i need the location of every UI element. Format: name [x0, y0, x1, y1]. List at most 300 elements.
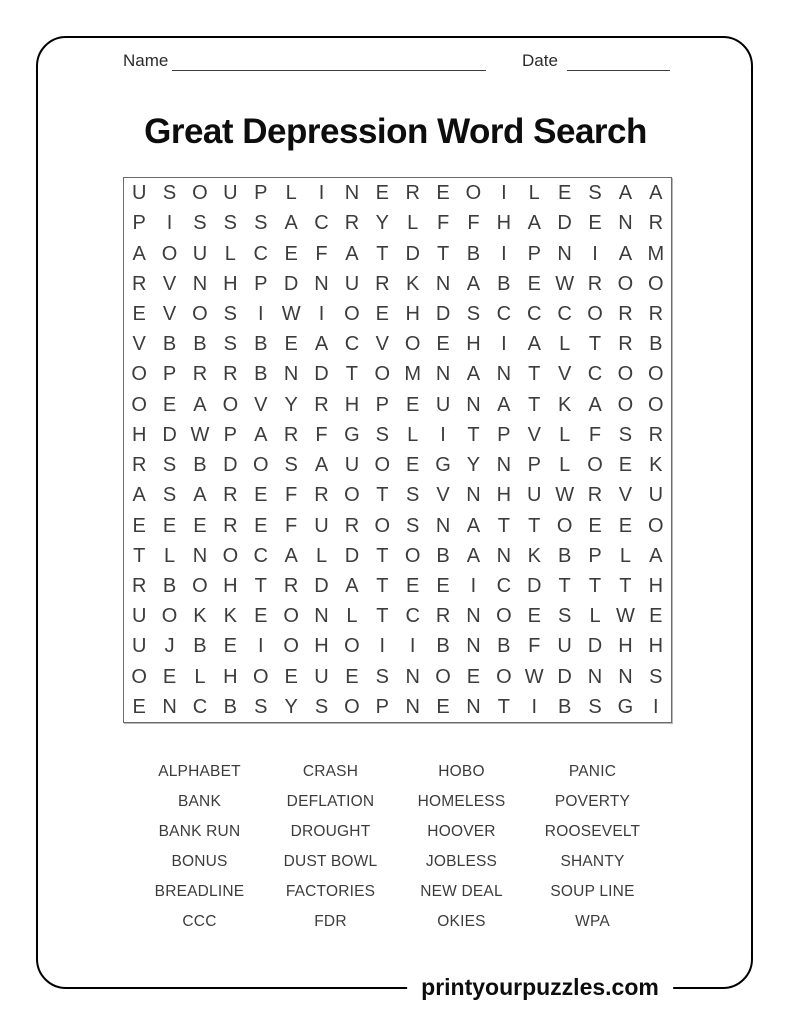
word-item: HOMELESS	[417, 793, 506, 810]
grid-letter: U	[344, 272, 360, 295]
grid-letter: I	[318, 302, 325, 325]
grid-letter: O	[131, 665, 147, 688]
grid-letter: R	[375, 272, 390, 295]
grid-letter: U	[435, 393, 451, 416]
grid-letter: S	[618, 423, 633, 446]
grid-letter: U	[557, 635, 572, 658]
grid-letter: U	[131, 635, 147, 658]
grid-letter: D	[162, 423, 177, 446]
grid-letter: V	[162, 272, 177, 295]
grid-letter: H	[314, 635, 329, 658]
grid-letter: L	[559, 454, 571, 477]
grid-letter: O	[374, 454, 391, 477]
word-item: FACTORIES	[285, 883, 376, 900]
grid-letter: P	[497, 423, 511, 446]
grid-letter: V	[436, 484, 450, 507]
grid-letter: P	[254, 272, 268, 295]
grid-letter: B	[193, 333, 207, 356]
grid-letter: S	[254, 212, 268, 235]
grid-letter: C	[527, 302, 542, 325]
grid-letter: N	[587, 665, 603, 688]
grid-letter: O	[344, 302, 360, 325]
grid-letter: H	[223, 665, 238, 688]
grid-letter: A	[466, 272, 481, 295]
grid-letter: I	[501, 242, 507, 265]
grid-letter: O	[617, 272, 634, 295]
grid-letter: E	[649, 605, 663, 628]
grid-letter: T	[558, 574, 571, 597]
grid-letter: R	[283, 574, 299, 597]
grid-letter: L	[528, 182, 540, 205]
grid-letter: S	[193, 212, 207, 235]
grid-letter: R	[314, 393, 329, 416]
grid-letter: E	[132, 302, 146, 325]
grid-letter: A	[497, 393, 511, 416]
grid-letter: E	[375, 302, 389, 325]
grid-letter: B	[436, 544, 450, 567]
grid-letter: N	[405, 695, 420, 718]
grid-letter: O	[648, 363, 664, 386]
grid-letter: K	[649, 454, 663, 477]
grid-letter: I	[501, 182, 507, 205]
grid-letter: R	[131, 272, 147, 295]
grid-letter: L	[315, 544, 328, 567]
word-item: DEFLATION	[286, 793, 375, 810]
word-item: CCC	[182, 913, 217, 930]
grid-letter: T	[376, 605, 389, 628]
grid-letter: V	[254, 393, 268, 416]
footer-site-text: printyourpuzzles.com	[407, 974, 673, 1001]
grid-letter: A	[466, 363, 481, 386]
grid-letter: O	[131, 393, 147, 416]
grid-letter: W	[615, 605, 635, 628]
grid-letter: I	[318, 182, 325, 205]
grid-letter: I	[166, 212, 173, 235]
grid-letter: P	[375, 695, 389, 718]
grid-letter: M	[647, 242, 665, 265]
word-item: BANK	[177, 793, 221, 810]
word-item: HOOVER	[427, 823, 496, 840]
grid-letter: B	[649, 333, 663, 356]
grid-letter: E	[527, 605, 541, 628]
grid-letter: S	[284, 454, 298, 477]
grid-letter: R	[223, 363, 238, 386]
grid-letter: D	[314, 363, 329, 386]
grid-letter: K	[193, 605, 207, 628]
grid-letter: R	[131, 454, 147, 477]
grid-letter: G	[617, 695, 634, 718]
grid-letter: H	[618, 635, 633, 658]
grid-letter: R	[344, 514, 360, 537]
grid-letter: S	[375, 423, 389, 446]
grid-letter: S	[223, 333, 238, 356]
grid-letter: T	[619, 574, 632, 597]
grid-letter: T	[467, 423, 480, 446]
grid-letter: C	[314, 212, 329, 235]
grid-letter: N	[496, 544, 512, 567]
grid-letter: L	[407, 212, 419, 235]
grid-letter: O	[161, 605, 178, 628]
grid-letter: R	[283, 423, 299, 446]
grid-letter: A	[527, 333, 541, 356]
grid-letter: T	[497, 514, 510, 537]
grid-letter: L	[224, 242, 236, 265]
grid-letter: U	[192, 242, 208, 265]
grid-letter: A	[618, 182, 633, 205]
grid-letter: L	[619, 544, 631, 567]
grid-letter: I	[592, 242, 598, 265]
grid-letter: F	[467, 212, 480, 235]
grid-letter: R	[648, 212, 664, 235]
grid-letter: S	[375, 665, 389, 688]
grid-letter: A	[466, 544, 481, 567]
grid-letter: R	[223, 514, 238, 537]
grid-letter: O	[496, 605, 512, 628]
grid-letter: D	[587, 635, 603, 658]
word-item: PANIC	[568, 763, 617, 780]
grid-letter: T	[497, 695, 510, 718]
grid-letter: B	[223, 695, 238, 718]
word-item: ROOSEVELT	[544, 823, 641, 840]
grid-letter: O	[344, 635, 360, 658]
grid-letter: D	[283, 272, 299, 295]
grid-letter: F	[436, 212, 450, 235]
grid-letter: E	[588, 514, 602, 537]
grid-letter: B	[557, 695, 572, 718]
grid-letter: Y	[284, 695, 298, 718]
grid-letter: E	[436, 574, 450, 597]
grid-letter: S	[162, 484, 177, 507]
grid-letter: F	[528, 635, 541, 658]
grid-letter: O	[404, 544, 421, 567]
grid-letter: O	[131, 363, 147, 386]
word-item: SHANTY	[560, 853, 625, 870]
grid-letter: U	[344, 454, 360, 477]
grid-letter: B	[193, 635, 207, 658]
grid-letter: T	[254, 574, 267, 597]
grid-letter: K	[406, 272, 420, 295]
grid-letter: V	[527, 423, 541, 446]
grid-letter: H	[466, 333, 481, 356]
grid-letter: T	[376, 484, 389, 507]
grid-letter: F	[285, 514, 298, 537]
grid-letter: U	[314, 514, 329, 537]
grid-letter: U	[131, 182, 147, 205]
grid-letter: J	[164, 635, 175, 658]
grid-letter: A	[345, 242, 359, 265]
grid-letter: L	[589, 605, 601, 628]
grid-letter: G	[435, 454, 451, 477]
grid-letter: O	[283, 635, 299, 658]
grid-letter: A	[284, 544, 298, 567]
grid-letter: N	[466, 605, 481, 628]
grid-letter: I	[653, 695, 659, 718]
grid-letter: N	[405, 665, 420, 688]
grid-letter: C	[192, 695, 208, 718]
grid-letter: Y	[375, 212, 389, 235]
grid-letter: E	[436, 333, 450, 356]
grid-letter: W	[281, 302, 301, 325]
grid-letter: F	[285, 484, 298, 507]
grid-letter: E	[406, 454, 420, 477]
grid-letter: S	[223, 302, 238, 325]
grid-letter: B	[193, 454, 207, 477]
grid-letter: B	[466, 242, 481, 265]
word-item: ALPHABET	[158, 763, 241, 780]
grid-letter: R	[648, 302, 664, 325]
grid-letter: C	[253, 242, 268, 265]
grid-letter: D	[557, 212, 572, 235]
grid-letter: D	[435, 302, 451, 325]
grid-letter: O	[587, 454, 603, 477]
grid-letter: D	[314, 574, 329, 597]
word-item: FDR	[314, 913, 347, 930]
grid-letter: L	[164, 544, 176, 567]
grid-letter: L	[346, 605, 358, 628]
grid-letter: H	[131, 423, 147, 446]
grid-letter: O	[404, 333, 421, 356]
grid-letter: O	[192, 302, 208, 325]
grid-letter: O	[283, 605, 299, 628]
word-item: BANK RUN	[158, 823, 241, 840]
grid-letter: E	[436, 182, 450, 205]
grid-letter: H	[223, 272, 238, 295]
grid-letter: L	[407, 423, 419, 446]
grid-letter: O	[556, 514, 573, 537]
grid-letter: N	[466, 635, 481, 658]
grid-letter: E	[162, 665, 177, 688]
grid-letter: O	[222, 544, 239, 567]
grid-letter: L	[194, 665, 206, 688]
grid-letter: Y	[284, 393, 298, 416]
grid-letter: E	[466, 665, 481, 688]
grid-letter: E	[193, 514, 207, 537]
grid-letter: R	[405, 182, 420, 205]
grid-letter: N	[314, 605, 329, 628]
grid-letter: T	[133, 544, 146, 567]
word-item: DROUGHT	[290, 823, 371, 840]
grid-letter: O	[192, 574, 208, 597]
grid-letter: B	[557, 544, 572, 567]
word-list	[134, 757, 658, 937]
grid-letter: N	[557, 242, 572, 265]
grid-letter: O	[374, 363, 391, 386]
word-item: POVERTY	[554, 793, 631, 810]
grid-letter: U	[223, 182, 238, 205]
grid-letter: H	[405, 302, 420, 325]
grid-letter: E	[284, 665, 298, 688]
grid-letter: S	[466, 302, 481, 325]
grid-letter: D	[527, 574, 542, 597]
grid-letter: I	[409, 635, 416, 658]
grid-letter: V	[162, 302, 177, 325]
grid-letter: N	[435, 272, 451, 295]
grid-letter: S	[649, 665, 663, 688]
grid-letter: H	[496, 484, 512, 507]
grid-letter: D	[344, 544, 360, 567]
name-fill-line	[172, 70, 486, 71]
grid-letter: E	[284, 333, 298, 356]
grid-letter: E	[375, 182, 389, 205]
grid-letter: N	[466, 695, 481, 718]
grid-letter: B	[162, 574, 177, 597]
grid-letter: S	[162, 454, 177, 477]
grid-letter: W	[555, 484, 575, 507]
grid-letter: A	[254, 423, 268, 446]
grid-letter: V	[618, 484, 633, 507]
grid-letter: O	[252, 665, 269, 688]
grid-letter: H	[344, 393, 360, 416]
grid-letter: N	[192, 272, 208, 295]
grid-letter: H	[223, 574, 238, 597]
word-item: CRASH	[302, 763, 359, 780]
grid-letter: O	[465, 182, 482, 205]
grid-letter: E	[557, 182, 572, 205]
grid-letter: C	[557, 302, 572, 325]
grid-letter: Y	[466, 454, 481, 477]
grid-letter: E	[436, 695, 450, 718]
grid-letter: A	[284, 212, 298, 235]
grid-letter: E	[345, 665, 359, 688]
grid-letter: N	[466, 484, 481, 507]
name-label: Name	[123, 51, 169, 70]
grid-letter: N	[162, 695, 177, 718]
grid-letter: E	[162, 514, 177, 537]
grid-letter: S	[254, 695, 268, 718]
grid-letter: R	[192, 363, 208, 386]
grid-letter: O	[344, 484, 360, 507]
grid-letter: G	[344, 423, 360, 446]
grid-letter: F	[315, 242, 328, 265]
grid-letter: C	[496, 574, 512, 597]
grid-letter: O	[496, 665, 512, 688]
grid-letter: T	[588, 574, 602, 597]
grid-letter: P	[527, 242, 541, 265]
grid-letter: A	[649, 182, 663, 205]
grid-letter: T	[376, 574, 389, 597]
grid-letter: A	[314, 333, 329, 356]
grid-letter: T	[376, 242, 389, 265]
grid-letter: N	[435, 514, 451, 537]
grid-letter: F	[588, 423, 602, 446]
grid-letter: A	[132, 242, 146, 265]
grid-letter: O	[648, 393, 664, 416]
grid-letter: N	[314, 272, 329, 295]
grid-letter: N	[344, 182, 360, 205]
grid-letter: R	[435, 605, 451, 628]
grid-letter: I	[257, 302, 264, 325]
grid-letter: A	[527, 212, 541, 235]
grid-letter: T	[345, 363, 359, 386]
grid-letter: N	[435, 363, 451, 386]
grid-letter: V	[132, 333, 146, 356]
grid-letter: U	[648, 484, 664, 507]
grid-letter: I	[440, 423, 446, 446]
grid-letter: I	[501, 333, 507, 356]
grid-letter: R	[223, 484, 238, 507]
grid-letter: R	[314, 484, 329, 507]
grid-letter: B	[254, 363, 268, 386]
grid-letter: I	[531, 695, 538, 718]
grid-letter: E	[618, 514, 633, 537]
grid-letter: D	[557, 665, 572, 688]
grid-letter: S	[162, 182, 177, 205]
date-label: Date	[522, 51, 558, 70]
grid-letter: W	[190, 423, 210, 446]
grid-letter: U	[314, 665, 329, 688]
grid-letter: L	[285, 182, 297, 205]
grid-letter: E	[406, 393, 420, 416]
grid-letter: H	[648, 574, 664, 597]
grid-letter: P	[223, 423, 238, 446]
grid-letter: T	[528, 363, 541, 386]
grid-letter: S	[588, 182, 602, 205]
grid-letter: N	[496, 363, 512, 386]
grid-letter: A	[588, 393, 602, 416]
grid-letter: A	[193, 484, 207, 507]
grid-letter: I	[470, 574, 477, 597]
date-fill-line	[567, 70, 670, 71]
grid-letter: O	[161, 242, 178, 265]
grid-letter: T	[376, 544, 389, 567]
word-item: BREADLINE	[154, 883, 245, 900]
grid-letter: O	[435, 665, 451, 688]
grid-letter: F	[315, 423, 328, 446]
grid-letter: D	[223, 454, 238, 477]
grid-letter: L	[559, 423, 571, 446]
grid-letter: A	[466, 514, 481, 537]
grid-letter: P	[254, 182, 268, 205]
grid-letter: O	[192, 182, 208, 205]
grid-letter: R	[344, 212, 360, 235]
grid-letter: S	[314, 695, 329, 718]
grid-letter: H	[496, 212, 512, 235]
grid-letter: K	[527, 544, 541, 567]
grid-letter: E	[284, 242, 298, 265]
grid-letter: O	[587, 302, 603, 325]
grid-letter: E	[254, 484, 268, 507]
grid-letter: B	[162, 333, 177, 356]
grid-letter: A	[649, 544, 663, 567]
grid-letter: W	[524, 665, 544, 688]
grid-letter: R	[618, 302, 633, 325]
grid-letter: O	[617, 393, 634, 416]
grid-letter: A	[345, 574, 359, 597]
grid-letter: A	[132, 484, 146, 507]
grid-letter: N	[283, 363, 299, 386]
grid-letter: M	[404, 363, 422, 386]
grid-letter: A	[314, 454, 329, 477]
grid-letter: O	[617, 363, 634, 386]
word-item: DUST BOWL	[283, 853, 378, 870]
grid-letter: A	[193, 393, 207, 416]
grid-letter: C	[253, 544, 268, 567]
grid-letter: P	[375, 393, 389, 416]
grid-letter: P	[527, 454, 541, 477]
grid-letter: W	[555, 272, 575, 295]
grid-letter: V	[557, 363, 572, 386]
grid-letter: O	[374, 514, 391, 537]
grid-letter: B	[497, 272, 511, 295]
word-item: WPA	[575, 913, 610, 930]
grid-letter: I	[379, 635, 386, 658]
grid-letter: S	[557, 605, 572, 628]
word-item: HOBO	[438, 763, 485, 780]
grid-letter: P	[162, 363, 177, 386]
grid-letter: E	[527, 272, 541, 295]
word-item: NEW DEAL	[420, 883, 503, 900]
grid-letter: O	[648, 272, 664, 295]
